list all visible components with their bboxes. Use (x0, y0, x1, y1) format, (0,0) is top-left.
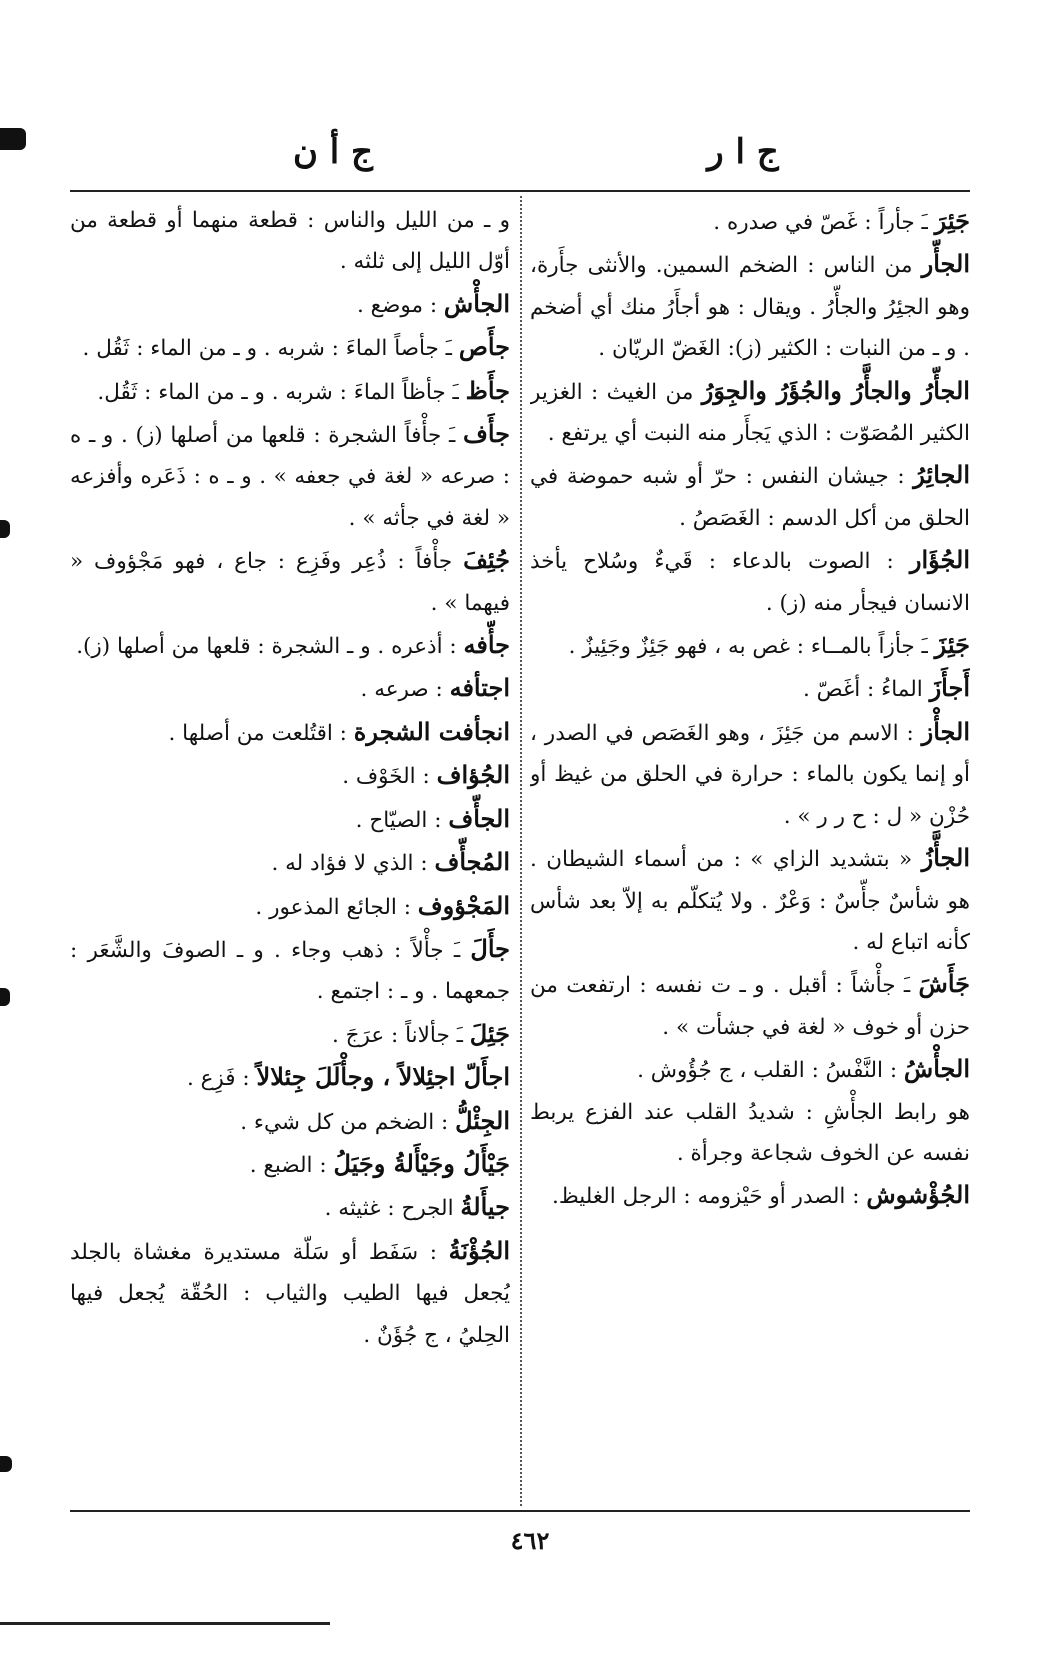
dictionary-entry (70, 667, 510, 710)
entry-headword: جأَف (462, 419, 510, 449)
scan-bottom-line (0, 1622, 330, 1625)
entry-definition: : سَفَط أو سَلّة مستديرة مغشاة بالجلد يُجعل فيها الطيب والثياب : الحُقّة يُجعل فيها الحِليُ ، ج جُؤَنٌ . (70, 1239, 510, 1348)
entry-headword: الجِئْلُّ (455, 1105, 510, 1135)
entry-headword: الجائِرُ (913, 460, 970, 490)
entry-headword: الجأّف (448, 803, 510, 833)
dictionary-entry (70, 885, 510, 928)
entry-definition: : الصوت بالدعاء : قَيءٌ وسُلاح يأخذ الانسان فيجأر منه (ز) . (530, 549, 970, 616)
entry-definition: : الصيّاح . (355, 807, 449, 833)
entry-definition: ـَ جأصاً الماءَ : شربه . و ـ من الماء : ثَقُل . (82, 336, 459, 362)
dictionary-entry (530, 1174, 970, 1217)
entry-headword: جيأَلةُ (460, 1192, 510, 1222)
dictionary-entry (70, 798, 510, 841)
entry-definition: : اقتُلعت من أصلها . (168, 720, 354, 746)
entry-headword: جأّفه (463, 630, 510, 660)
entry-definition: : النَّفْسُ : القلب ، ج جُؤُوش . (637, 1058, 904, 1084)
dictionary-entry (70, 1100, 510, 1143)
entry-definition: ـَ جألاناً : عرَجَ . (331, 1022, 470, 1048)
dictionary-entry (530, 711, 970, 837)
entry-headword: جُئِفَ (463, 545, 510, 575)
entry-headword: اجتأفه (449, 673, 510, 703)
dictionary-entry (530, 243, 970, 369)
entry-definition: : فَزِع . (186, 1066, 257, 1092)
entry-headword: الجُؤَار (909, 545, 970, 575)
dictionary-entry (70, 754, 510, 797)
dictionary-entry (70, 928, 510, 1013)
dictionary-entry (530, 539, 970, 624)
entry-headword: الجأْش (443, 288, 510, 318)
entry-headword: جَأَشَ (918, 969, 970, 999)
dictionary-entry (530, 454, 970, 539)
entry-definition: ـَ جأراً : غَصّ في صدره . (713, 210, 935, 235)
dictionary-entry (530, 1092, 970, 1175)
dictionary-entry (70, 370, 510, 413)
entry-definition: الماءُ : أغَصّ . (803, 677, 930, 703)
dictionary-entry (70, 200, 510, 283)
entry-definition: ـَ جأْشاً : أقبل . و ـ ت نفسه : ارتفعت من حزن أو خوف « لغة في جشأت » . (530, 973, 970, 1040)
dictionary-entry (70, 326, 510, 369)
entry-definition: ـَ جأْفاً الشجرة : قلعها من أصلها (ز) . و ـ ه : صرعه « لغة في جعفه » . و ـ ه : ذَعَره وأفزعه « لغة في جأثه » . (70, 423, 510, 531)
scan-edge-mark (0, 1456, 12, 1472)
entry-headword: جأَلَ (470, 933, 510, 963)
entry-headword: الجأَّزُ (921, 843, 970, 873)
entry-headword: الجُؤْشوش (866, 1180, 970, 1210)
entry-definition: : جيشان النفس : حرّ أو شبه حموضة في الحلق من أكل الدسم : الغَصَصُ . (530, 464, 970, 531)
dictionary-entry (70, 1186, 510, 1229)
entry-headword: الجُؤاف (436, 760, 510, 790)
dictionary-entry (70, 711, 510, 754)
scan-edge-mark (0, 988, 10, 1006)
entry-definition: : الضخم من كل شيء . (240, 1109, 456, 1135)
entry-definition: و ـ من الليل والناس : قطعة منهما أو قطعة من أوّل الليل إلى ثلثه . (70, 208, 510, 275)
dictionary-entry (530, 370, 970, 455)
dictionary-entry (70, 841, 510, 884)
entry-definition: « بتشديد الزاي » : من أسماء الشيطان . هو شأسٌ جأّسٌ : وَعْرٌ . ولا يُتكلّم به إلاّ بعد شأس كأنه اتباع له . (530, 847, 970, 955)
entry-definition: : أذعره . و ـ الشجرة : قلعها من أصلها (ز). (76, 634, 464, 660)
entry-headword: الجأّرُ والجأَّرُ والجُؤَرُ والجِوَرُ (701, 375, 970, 405)
entry-definition: : صرعه . (360, 677, 450, 703)
entry-definition: : موضع . (357, 292, 444, 318)
header-rule (70, 190, 970, 192)
entry-headword: جَئِرَ (934, 206, 970, 235)
entry-headword: اجأَلّ اجئِلالاً ، وجأْلَلَ جِئلالاً (256, 1062, 510, 1092)
entry-headword: الجُؤْنَةُ (448, 1235, 510, 1265)
left-column (70, 200, 510, 1500)
entry-headword: المُجأّف (434, 847, 510, 877)
dictionary-entry (70, 1230, 510, 1356)
dictionary-entry (70, 1143, 510, 1186)
entry-definition: : الخَوْف . (342, 764, 437, 790)
dictionary-entry (70, 283, 510, 326)
entry-definition: : الذي لا فؤاد له . (271, 851, 435, 877)
column-divider (520, 196, 522, 1506)
entry-headword: جأَظ (465, 375, 510, 405)
dictionary-entry (530, 963, 970, 1048)
entry-headword: جأَص (458, 332, 510, 362)
entry-headword: الجأْز (921, 716, 970, 746)
entry-headword: المَجْؤوف (417, 890, 510, 920)
entry-definition: : الصدر أو حَيْزومه : الرجل الغليظ. (552, 1184, 867, 1210)
entry-definition: جأْفاً : ذُعِر وفَزِع : جاع ، فهو مَجْؤوف « فيهما » . (70, 549, 510, 616)
page-number: ٤٦٢ (510, 1526, 550, 1555)
entry-headword: انجأفت الشجرة (353, 716, 510, 746)
running-head-right: ج ا ر (707, 132, 779, 172)
entry-definition: هو رابط الجأْشِ : شديدُ القلب عند الفزع يربط نفسه عن الخوف شجاعة وجرأة . (530, 1099, 970, 1166)
dictionary-entry (70, 624, 510, 667)
dictionary-entry (530, 667, 970, 710)
dictionary-entry (70, 1013, 510, 1056)
entry-definition: الجرح : غثيثه . (324, 1196, 461, 1222)
entry-definition: : الجائع المذعور . (255, 894, 418, 920)
dictionary-entry (70, 413, 510, 539)
entry-definition: ـَ جأظاً الماءَ : شربه . و ـ من الماء : ثَقُل. (97, 379, 466, 405)
entry-definition: من الغيث : الغزير الكثير المُصَوّت : الذي يَجأَر منه النبت أي يرتفع . (530, 379, 970, 447)
dictionary-entry (530, 837, 970, 963)
entry-definition: ـَ جأزاً بالمــاء : غص به ، فهو جَئِزٌ وجَئِيزٌ . (568, 634, 935, 660)
entry-headword: جَئِزَ (934, 630, 970, 660)
dictionary-entry (530, 1048, 970, 1091)
running-head-left: ج أ ن (292, 132, 374, 172)
dictionary-entry (70, 1056, 510, 1099)
entry-headword: جَيْأَلُ وجَيْأَلةُ وجَيَلُ (333, 1148, 510, 1178)
dictionary-entry (530, 200, 970, 243)
entry-headword: جَئِلَ (469, 1018, 510, 1048)
scan-edge-mark (0, 128, 26, 150)
entry-headword: الجأّر (921, 249, 970, 279)
entry-definition: : الاسم من جَئِزَ ، وهو الغَصَص في الصدر ، أو إنما يكون بالماء : حرارة في الحلق من غيظ أو حُزْن « ل : ح ر ر » . (530, 720, 970, 829)
dictionary-entry (530, 624, 970, 667)
right-column (530, 200, 970, 1500)
entry-definition: : الضبع . (249, 1152, 334, 1178)
entry-headword: الجأْشُ (903, 1054, 970, 1084)
entry-headword: أَجأَزَ (929, 673, 970, 703)
footer-rule (70, 1510, 970, 1512)
dictionary-entry (70, 539, 510, 624)
entry-definition: من الناس : الضخم السمين. والأنثى جأَرة، وهو الجئِرُ والجأّرُ . ويقال : هو أجأَرُ منك أي أضخم . و ـ من النبات : الكثير (ز): الغَضّ الريّان . (530, 253, 970, 362)
entry-definition: ـَ جأْلاً : ذهب وجاء . و ـ الصوفَ والشَّعَر : جمعهما . و ـ : اجتمع . (70, 937, 510, 1005)
scan-edge-mark (0, 520, 10, 538)
